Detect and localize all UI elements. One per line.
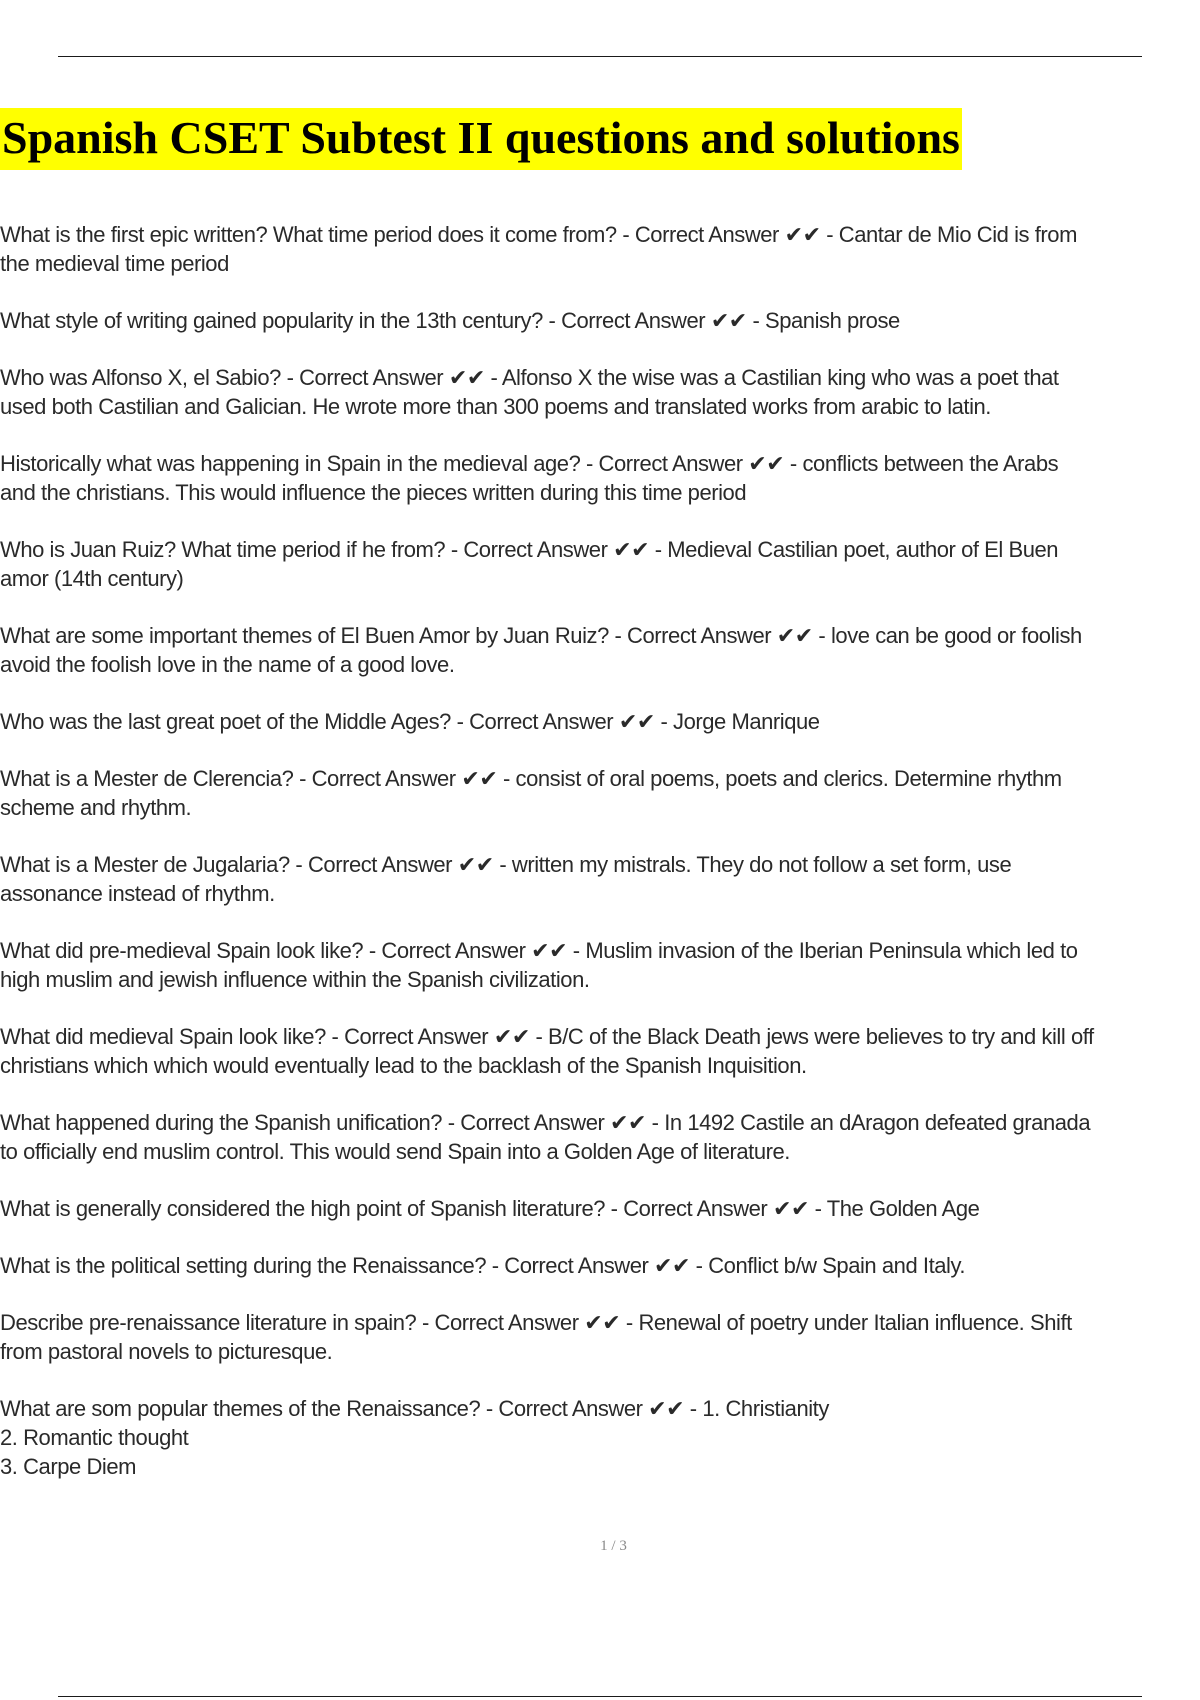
correct-answer-marker: - Correct Answer ✔✔ - — [580, 451, 803, 476]
qa-question: What style of writing gained popularity in the 13th century? — [0, 308, 543, 333]
qa-item — [0, 220, 1200, 278]
qa-question: Describe pre-renaissance literature in spain? — [0, 1310, 417, 1335]
qa-answer: In 1492 Castile an dAragon defeated granada to officially end muslim control. This would send Spain into a Golden Age of literature. — [0, 1110, 1091, 1164]
qa-answer: written my mistrals. They do not follow a set form, use assonance instead of rhythm. — [0, 852, 1012, 906]
qa-item — [0, 1251, 1200, 1280]
qa-answer: Muslim invasion of the Iberian Peninsula which led to high muslim and jewish influence within the Spanish civilization. — [0, 938, 1078, 992]
qa-question: What is a Mester de Jugalaria? — [0, 852, 290, 877]
qa-item — [0, 1394, 1200, 1481]
qa-item — [0, 363, 1200, 421]
bottom-rule — [58, 1696, 1142, 1697]
qa-question: What is a Mester de Clerencia? — [0, 766, 294, 791]
page-title: Spanish CSET Subtest II questions and solutions — [0, 108, 962, 170]
qa-item — [0, 707, 1200, 736]
qa-item — [0, 306, 1200, 335]
qa-question: Who was Alfonso X, el Sabio? — [0, 365, 281, 390]
correct-answer-marker: - Correct Answer ✔✔ - — [363, 938, 586, 963]
qa-answer: Medieval Castilian poet, author of El Buen amor (14th century) — [0, 537, 1059, 591]
qa-question: Historically what was happening in Spain in the medieval age? — [0, 451, 581, 476]
correct-answer-marker: - Correct Answer ✔✔ - — [542, 308, 765, 333]
correct-answer-marker: - Correct Answer ✔✔ - — [616, 222, 839, 247]
qa-answer: Conflict b/w Spain and Italy. — [708, 1253, 966, 1278]
qa-answer: B/C of the Black Death jews were believes to try and kill off christians which which would eventually lead to the backlash of the Spanish Inquisition. — [0, 1024, 1094, 1078]
qa-answer: Spanish prose — [765, 308, 900, 333]
correct-answer-marker: - Correct Answer ✔✔ - — [325, 1024, 549, 1049]
correct-answer-marker: - Correct Answer ✔✔ - — [442, 1110, 665, 1135]
correct-answer-marker: - Correct Answer ✔✔ - — [445, 537, 668, 562]
qa-question: What is the political setting during the Renaissance? — [0, 1253, 487, 1278]
qa-item — [0, 1308, 1200, 1366]
qa-item — [0, 535, 1200, 593]
correct-answer-marker: - Correct Answer ✔✔ - — [280, 365, 502, 390]
qa-answer: Renewal of poetry under Italian influence. Shift from pastoral novels to picturesque. — [0, 1310, 1072, 1364]
qa-item — [0, 1194, 1200, 1223]
qa-question: What did medieval Spain look like? — [0, 1024, 326, 1049]
correct-answer-marker: - Correct Answer ✔✔ - — [480, 1396, 703, 1421]
qa-item — [0, 1022, 1200, 1080]
qa-answer: 1. Christianity 2. Romantic thought 3. Carpe Diem — [0, 1396, 829, 1479]
correct-answer-marker: - Correct Answer ✔✔ - — [486, 1253, 709, 1278]
qa-question: What are som popular themes of the Renaissance? — [0, 1396, 481, 1421]
qa-answer: Cantar de Mio Cid is from the medieval time period — [0, 222, 1077, 276]
qa-answer: Jorge Manrique — [673, 709, 820, 734]
qa-question: What happened during the Spanish unification? — [0, 1110, 443, 1135]
qa-item — [0, 764, 1200, 822]
qa-question: Who was the last great poet of the Middle Ages? — [0, 709, 451, 734]
qa-answer: Alfonso X the wise was a Castilian king who was a poet that used both Castilian and Galician. He wrote more than 300 poems and translated works from arabic to latin. — [0, 365, 1059, 419]
qa-item — [0, 621, 1200, 679]
qa-answer: conflicts between the Arabs and the christians. This would influence the pieces written during this time period — [0, 451, 1059, 505]
page-number: 1 / 3 — [600, 1538, 627, 1554]
correct-answer-marker: - Correct Answer ✔✔ - — [605, 1196, 827, 1221]
qa-question: What are some important themes of El Buen Amor by Juan Ruiz? — [0, 623, 609, 648]
qa-answer: love can be good or foolish avoid the foolish love in the name of a good love. — [0, 623, 1082, 677]
correct-answer-marker: - Correct Answer ✔✔ - — [608, 623, 831, 648]
qa-item — [0, 449, 1200, 507]
qa-item — [0, 850, 1200, 908]
qa-item — [0, 1108, 1200, 1166]
qa-question: Who is Juan Ruiz? What time period if he from? — [0, 537, 446, 562]
qa-answer: consist of oral poems, poets and clerics. Determine rhythm scheme and rhythm. — [0, 766, 1062, 820]
correct-answer-marker: - Correct Answer ✔✔ - — [289, 852, 512, 877]
qa-question: What is the first epic written? What time period does it come from? — [0, 222, 617, 247]
qa-answer: The Golden Age — [826, 1196, 980, 1221]
qa-question: What is generally considered the high point of Spanish literature? — [0, 1196, 606, 1221]
qa-item — [0, 936, 1200, 994]
qa-question: What did pre-medieval Spain look like? — [0, 938, 364, 963]
correct-answer-marker: - Correct Answer ✔✔ - — [450, 709, 674, 734]
top-rule — [58, 56, 1142, 57]
qa-list — [0, 220, 1200, 1509]
correct-answer-marker: - Correct Answer ✔✔ - — [293, 766, 516, 791]
correct-answer-marker: - Correct Answer ✔✔ - — [416, 1310, 639, 1335]
